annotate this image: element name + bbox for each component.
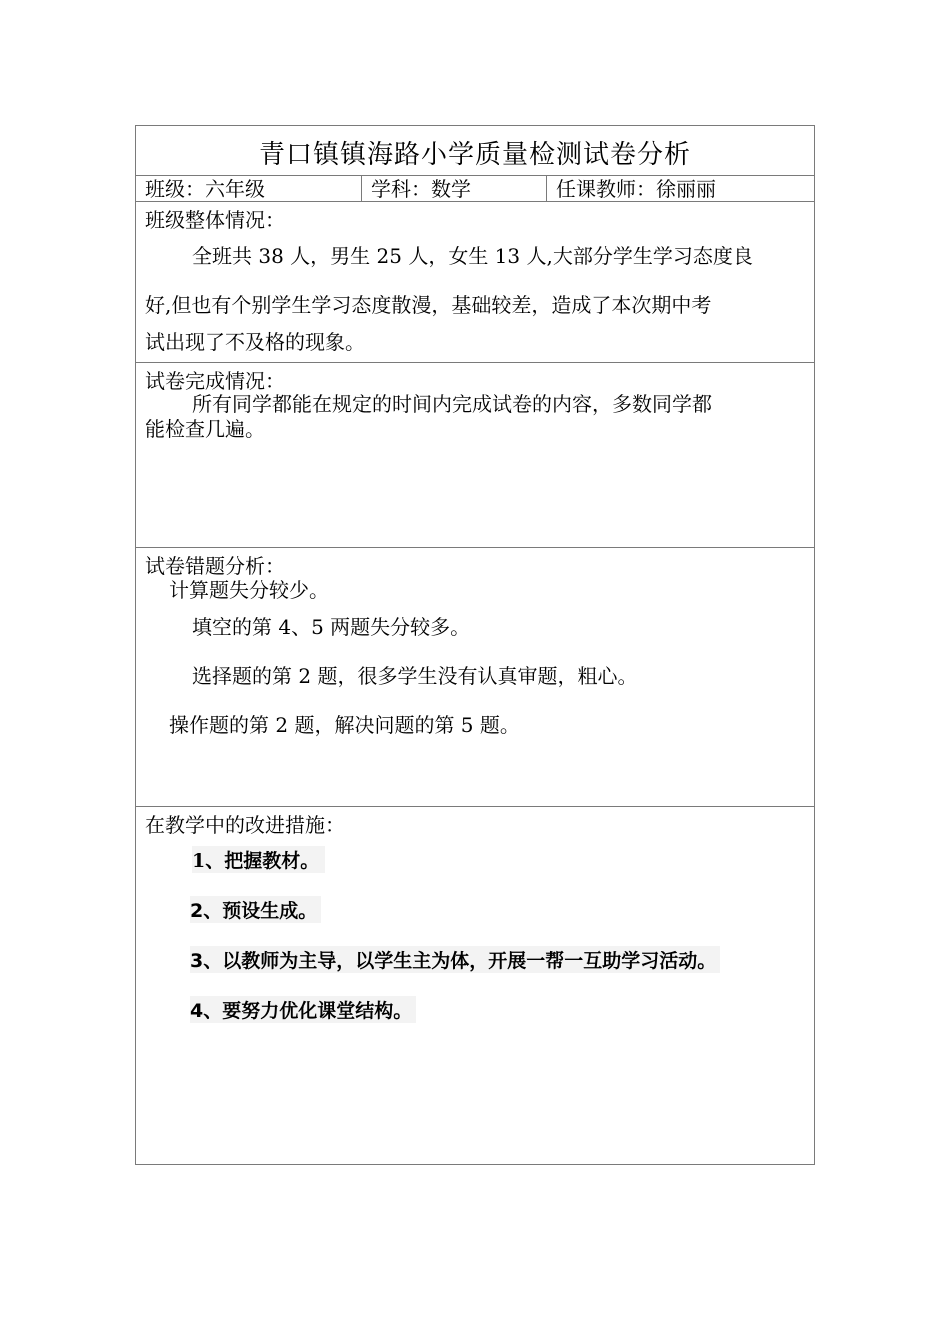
- errors-section: [136, 548, 814, 807]
- subject-cell: 学科：数学: [362, 176, 547, 202]
- errors-heading: 试卷错题分析：: [145, 554, 285, 578]
- improvement-item: 3、以教师为主导，以学生主为体，开展一帮一互助学习活动。: [190, 946, 720, 973]
- improvement-item: 2、预设生成。: [190, 896, 321, 923]
- overall-heading: 班级整体情况：: [145, 208, 285, 232]
- errors-line: 填空的第 4、5 两题失分较多。: [192, 615, 471, 639]
- class-cell: 班级：六年级: [136, 176, 362, 202]
- completion-section: [136, 363, 814, 548]
- overall-section: [136, 202, 814, 363]
- page-title: 青口镇镇海路小学质量检测试卷分析: [258, 140, 691, 170]
- completion-line: 能检查几遍。: [145, 417, 265, 441]
- improvement-item: 4、要努力优化课堂结构。: [190, 996, 416, 1023]
- errors-line: 选择题的第 2 题，很多学生没有认真审题，粗心。: [192, 664, 638, 688]
- overall-line: 试出现了不及格的现象。: [145, 330, 365, 354]
- improvement-item: 1、把握教材。: [192, 846, 325, 873]
- overall-line: 全班共 38 人，男生 25 人，女生 13 人,大部分学生学习态度良: [192, 244, 753, 268]
- improvements-section: [136, 807, 814, 1165]
- analysis-table: [135, 125, 815, 1165]
- title-row: [136, 126, 814, 176]
- improvements-heading: 在教学中的改进措施：: [145, 813, 345, 837]
- teacher-cell: 任课教师：徐丽丽: [556, 177, 716, 201]
- completion-line: 所有同学都能在规定的时间内完成试卷的内容，多数同学都: [192, 392, 712, 416]
- errors-line: 计算题失分较少。: [169, 578, 329, 602]
- completion-heading: 试卷完成情况：: [145, 369, 285, 393]
- errors-line: 操作题的第 2 题，解决问题的第 5 题。: [169, 713, 520, 737]
- overall-line: 好,但也有个别学生学习态度散漫，基础较差，造成了本次期中考: [145, 293, 712, 317]
- info-row: [136, 176, 814, 202]
